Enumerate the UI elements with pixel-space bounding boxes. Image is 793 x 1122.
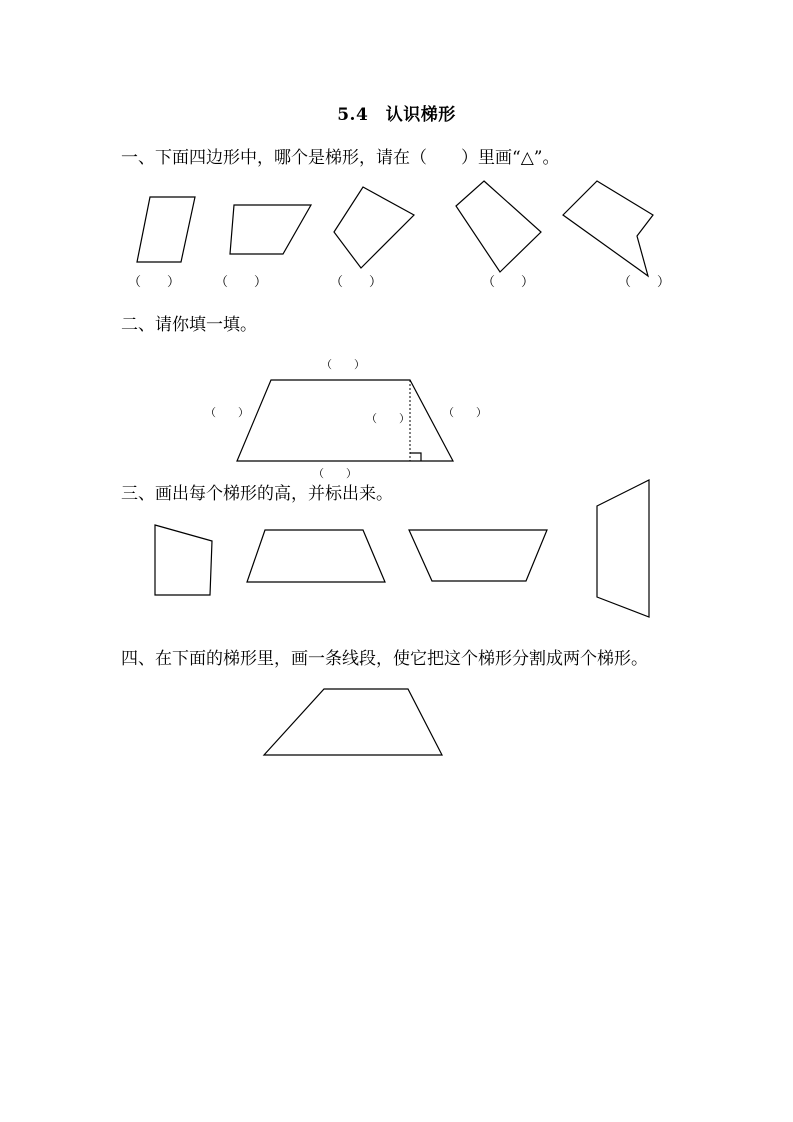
question-3-text: 三、画出每个梯形的高，并标出来。 xyxy=(121,484,393,504)
q3-trapezoid-2 xyxy=(247,530,385,582)
q2-blank-bottom-base[interactable]: （ ） xyxy=(313,467,357,480)
q1-blank-2[interactable]: （ ） xyxy=(215,275,268,290)
q3-trapezoid-3 xyxy=(409,530,547,581)
q1-blank-1[interactable]: （ ） xyxy=(128,275,181,290)
q1-shape-5-pentagon xyxy=(563,181,653,276)
question-1-text: 一、下面四边形中，哪个是梯形，请在（ ）里画“△”。 xyxy=(121,148,560,168)
q2-trapezoid xyxy=(237,380,453,461)
q3-trapezoid-4 xyxy=(597,480,649,617)
q2-blank-height[interactable]: （ ） xyxy=(366,412,410,425)
question-4-text: 四、在下面的梯形里，画一条线段，使它把这个梯形分割成两个梯形。 xyxy=(121,649,648,669)
q1-shape-4-trapezoid xyxy=(456,181,541,272)
page-title: 5.4 认识梯形 xyxy=(337,105,456,125)
q1-shape-1-parallelogram xyxy=(137,197,195,262)
q1-blank-5[interactable]: （ ） xyxy=(618,275,671,290)
q1-shape-3-quadrilateral xyxy=(334,187,414,268)
q2-right-angle-mark xyxy=(410,453,421,461)
q1-shape-2-trapezoid xyxy=(230,205,311,254)
q2-blank-top-base[interactable]: （ ） xyxy=(321,358,365,371)
q2-blank-right-leg[interactable]: （ ） xyxy=(443,406,487,419)
q4-trapezoid xyxy=(264,689,442,755)
q1-blank-4[interactable]: （ ） xyxy=(482,275,535,290)
q1-blank-3[interactable]: （ ） xyxy=(330,275,383,290)
q2-blank-left-leg[interactable]: （ ） xyxy=(205,406,249,419)
q3-trapezoid-1 xyxy=(155,525,212,595)
question-2-text: 二、请你填一填。 xyxy=(121,315,257,335)
